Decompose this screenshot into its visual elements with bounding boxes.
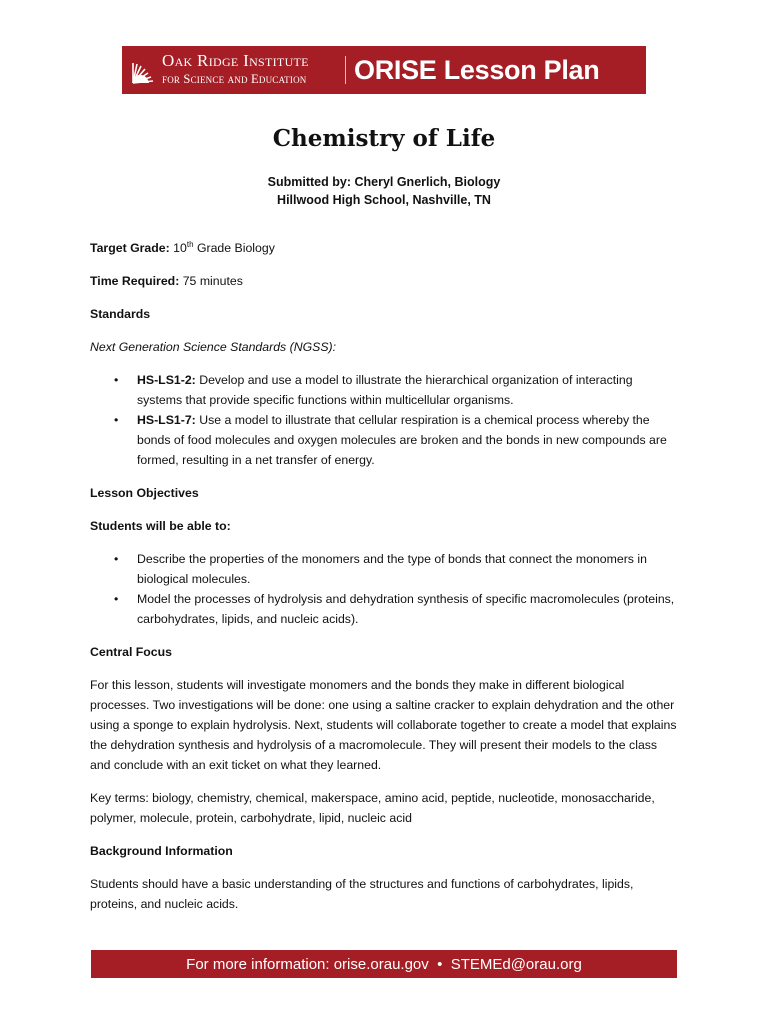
time-required (90, 271, 680, 291)
objective-text: Model the processes of hydrolysis and dehydration synthesis of specific macromolecules (proteins, carbohydrates, lipids, and nucleic acids). (137, 592, 675, 626)
org-name (162, 52, 309, 86)
bullet-icon: • (114, 373, 119, 387)
list-item (90, 410, 680, 470)
bullet-icon: • (114, 413, 119, 427)
submission-info (0, 173, 768, 209)
list-item (90, 589, 680, 629)
key-terms: Key terms: biology, chemistry, chemical, makerspace, amino acid, peptide, nucleotide, monosaccharide, polymer, molecule, protein, carbohydrate, lipid, nucleic acid (90, 791, 655, 825)
bullet-icon: • (114, 592, 119, 606)
footer-banner (91, 950, 677, 978)
target-grade-value: 10th Grade Biology (173, 239, 275, 255)
central-focus-body: For this lesson, students will investigate monomers and the bonds they make in different biological processes. Two investigations will be done: one using a saltine cracker to explain dehydration and the other using a sponge to explain hydrolysis. Next, students will collaborate together to create a model that explains the dehydration synthesis and hydrolysis of a macromolecule. They will present their models to the class and conclude with an exit ticket on what they learned. (90, 678, 677, 772)
banner-divider (345, 56, 346, 84)
document-title: Chemistry of Life (272, 125, 496, 152)
time-required-value: 75 minutes (182, 274, 243, 288)
school-name: Hillwood High School, Nashville, TN (277, 193, 491, 207)
submitted-by: Submitted by: Cheryl Gnerlich, Biology (267, 175, 501, 189)
standards-subheading: Next Generation Science Standards (NGSS): (90, 340, 337, 354)
standards-list (90, 370, 680, 470)
standard-text: Use a model to illustrate that cellular respiration is a chemical process whereby the bonds of food molecules and oxygen molecules are broken and the bonds in new compounds are formed, resulting in a net transfer of energy. (137, 413, 667, 467)
standards-heading: Standards (90, 307, 151, 321)
objective-text: Describe the properties of the monomers and the type of bonds that connect the monomers in biological molecules. (137, 552, 647, 586)
standard-text: Develop and use a model to illustrate the hierarchical organization of interacting systems that provide specific functions within multicellular organisms. (137, 373, 633, 407)
org-name-line1: Oak Ridge Institute (162, 51, 309, 70)
time-required-label: Time Required: (90, 274, 180, 288)
list-item (90, 370, 680, 410)
objectives-intro: Students will be able to: (90, 519, 231, 533)
background-heading: Background Information (90, 844, 233, 858)
objectives-list (90, 549, 680, 629)
footer-contact-text: For more information: orise.orau.gov • STEMEd@orau.org (186, 955, 582, 973)
list-item (90, 549, 680, 589)
lesson-plan-title: ORISE Lesson Plan (354, 55, 600, 85)
document-body (90, 238, 680, 927)
standard-code: HS-LS1-7: (137, 413, 196, 427)
background-body: Students should have a basic understanding of the structures and functions of carbohydrates, lipids, proteins, and nucleic acids. (90, 877, 634, 911)
objectives-heading: Lesson Objectives (90, 486, 199, 500)
header-banner (122, 46, 646, 94)
org-name-line2: for Science and Education (162, 72, 307, 86)
central-focus-heading: Central Focus (90, 645, 172, 659)
bullet-icon: • (114, 552, 119, 566)
orise-logo-icon (127, 55, 159, 87)
target-grade (90, 238, 680, 258)
target-grade-label: Target Grade: (90, 241, 170, 255)
standard-code: HS-LS1-2: (137, 373, 196, 387)
